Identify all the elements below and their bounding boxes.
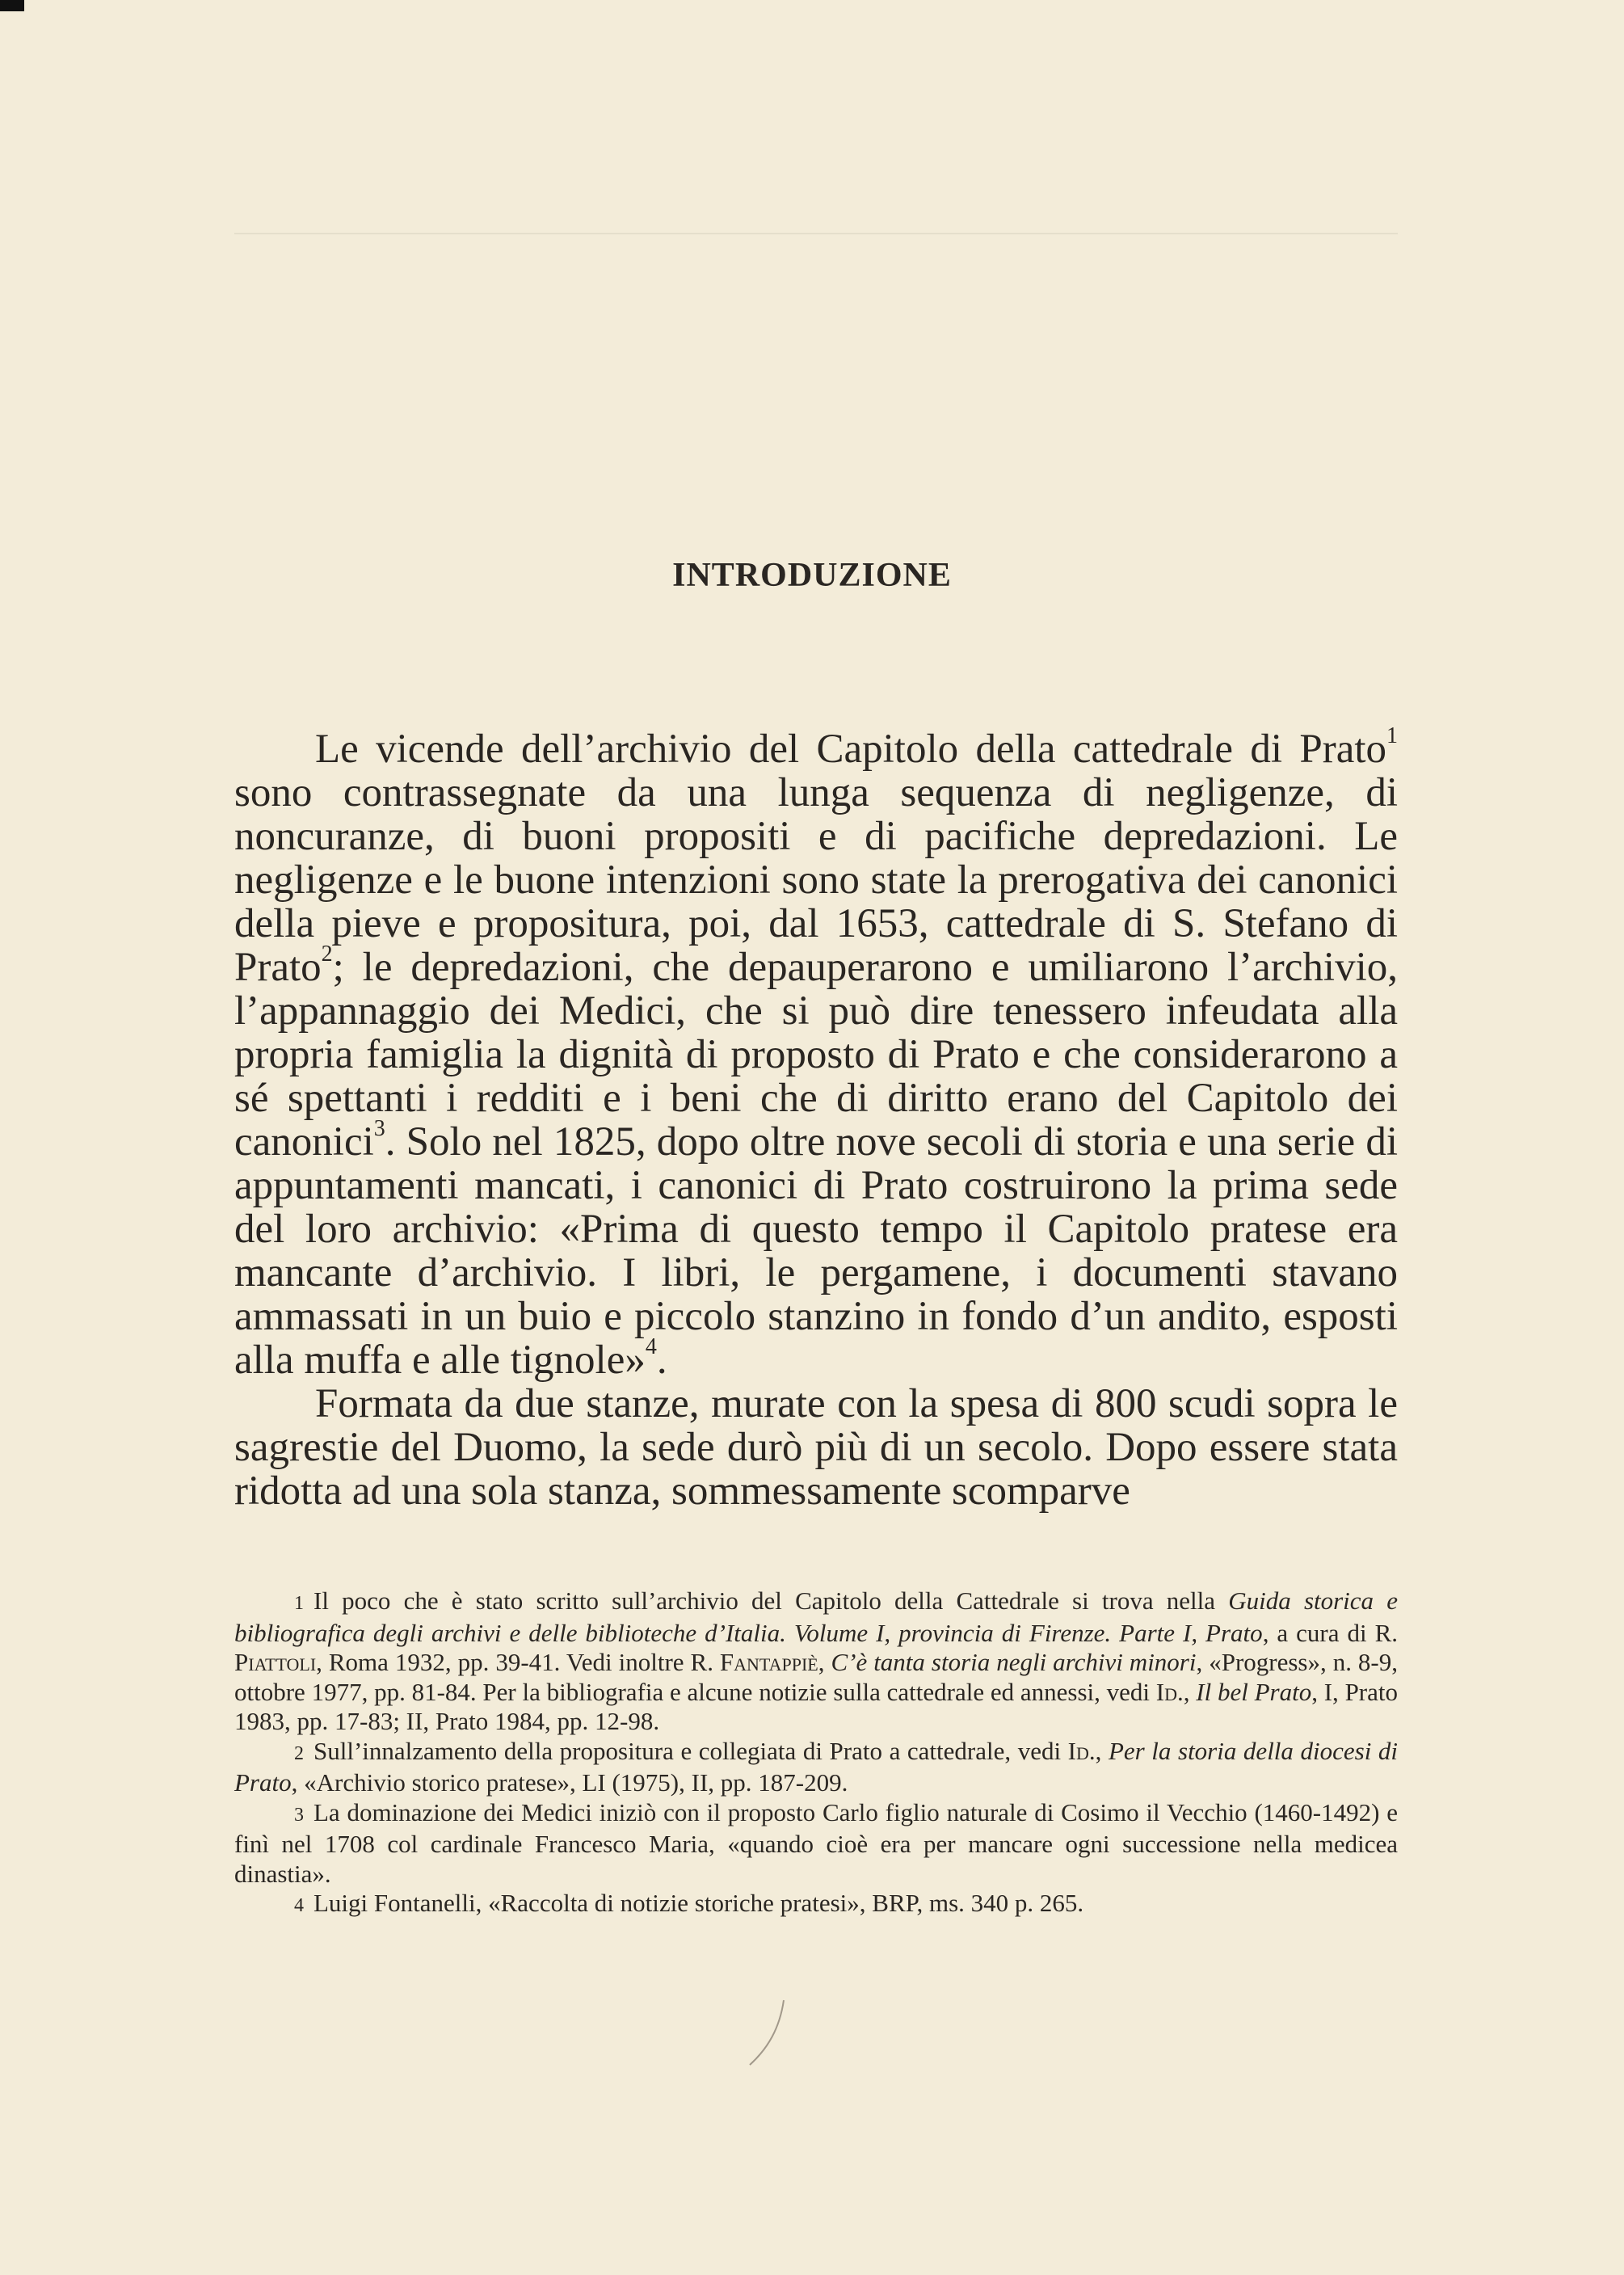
footnote [234, 1798, 1398, 1890]
footnote-ref: 4 [645, 1334, 657, 1359]
text-run: , [818, 1648, 831, 1676]
italic-title: C’è tanta storia negli archivi minori [831, 1648, 1197, 1676]
text-run: , [1095, 1736, 1109, 1765]
footnote [234, 1586, 1398, 1737]
body-paragraph [234, 723, 1398, 1383]
text-run: . Solo nel 1825, dopo oltre nove secoli di storia e una serie di appuntamenti mancati, i canonici di Prato costruirono la prima sede del loro archivio: «Prima di questo tempo il Capitolo pratese era mancante d’archivio. I libri, le pergamene, i documenti stavano ammassati in un buio e piccolo stanzino in fondo d’un andito, esposti alla muffa e alle tignole» [234, 1119, 1398, 1383]
footnote-number: 2 [294, 1742, 304, 1764]
text-run: ; le depredazioni, che depauperarono e umiliarono l’archivio, l’appannaggio dei Medici, che si può dire tenessero infeudata alla propria famiglia la dignità di proposto di Prato e che considerarono a sé spettanti i redditi e i beni che di diritto erano del Capitolo dei canonici [234, 945, 1398, 1165]
text-run: sono contrassegnate da una lunga sequenza di negligenze, di noncuranze, di buoni propositi e di pacifiche depredazioni. Le negligenze e le buone intenzioni sono state la prerogativa dei canonici della pieve e propositura, poi, dal 1653, cattedrale di S. Stefano di Prato [234, 770, 1398, 990]
footnote-number: 3 [294, 1804, 304, 1826]
author-name: Id. [1067, 1736, 1096, 1765]
italic-title: Guida storica e bibliografica degli archivi e delle biblioteche d’Italia. Volume I, provincia di Firenze. Parte I, Prato [234, 1586, 1399, 1647]
body-text [234, 723, 1398, 1514]
italic-title: Il bel Prato [1196, 1677, 1312, 1706]
pencil-mark-decoration [743, 1996, 792, 2069]
footnote-number: 1 [294, 1593, 304, 1614]
footnote-number: 4 [294, 1895, 304, 1916]
footnote-ref: 2 [321, 942, 333, 967]
text-run: , «Archivio storico pratese», LI (1975), II, pp. 187-209. [291, 1768, 848, 1797]
author-name: R. Piattoli [234, 1618, 1399, 1676]
author-name: R. Fantappiè [690, 1648, 818, 1676]
footnote-ref: 1 [1386, 723, 1398, 748]
text-run: , a cura di [1262, 1618, 1375, 1647]
footnote-ref: 3 [373, 1116, 385, 1141]
text-run: , «Progress», n. 8-9, ottobre 1977, pp. 81-84. Per la bibliografia e alcune notizie sulla cattedrale ed annessi, vedi [234, 1648, 1398, 1706]
page-edge [0, 0, 24, 11]
text-run: Luigi Fontanelli, «Raccolta di notizie storiche pratesi», BRP, ms. 340 p. 265. [313, 1889, 1084, 1917]
text-run: . [656, 1338, 667, 1383]
text-run: Le vicende dell’archivio del Capitolo della cattedrale di Prato [315, 727, 1386, 772]
text-run: Formata da due stanze, murate con la spesa di 800 scudi sopra le sagrestie del Duomo, la sede durò più di un secolo. Dopo essere stata ridotta ad una sola stanza, sommessamente scomparve [234, 1381, 1398, 1514]
footnote [234, 1889, 1398, 1921]
text-run: , Roma 1932, pp. 39-41. Vedi inoltre [316, 1648, 691, 1676]
text-run: , I, Prato 1983, pp. 17-83; II, Prato 1984, pp. 12-98. [234, 1677, 1399, 1735]
page-title: INTRODUZIONE [672, 557, 952, 595]
text-run: La dominazione dei Medici iniziò con il proposto Carlo figlio naturale di Cosimo il Vecchio (1460-1492) e finì nel 1708 col cardinale Francesco Maria, «quando cioè era per mancare ogni successione nella medicea dinastia». [234, 1797, 1398, 1888]
author-name: Id. [1155, 1677, 1184, 1706]
italic-title: Per la storia della diocesi di Prato [234, 1736, 1399, 1797]
footnote [234, 1737, 1398, 1798]
text-run: , [1183, 1677, 1197, 1706]
footnotes [234, 1586, 1398, 1921]
bleed-through-texture [234, 194, 1398, 792]
body-paragraph [234, 1382, 1398, 1513]
text-run: Il poco che è stato scritto sull’archivio del Capitolo della Cattedrale si trova nella [313, 1586, 1229, 1615]
text-run: Sull’innalzamento della propositura e collegiata di Prato a cattedrale, vedi [313, 1736, 1068, 1765]
